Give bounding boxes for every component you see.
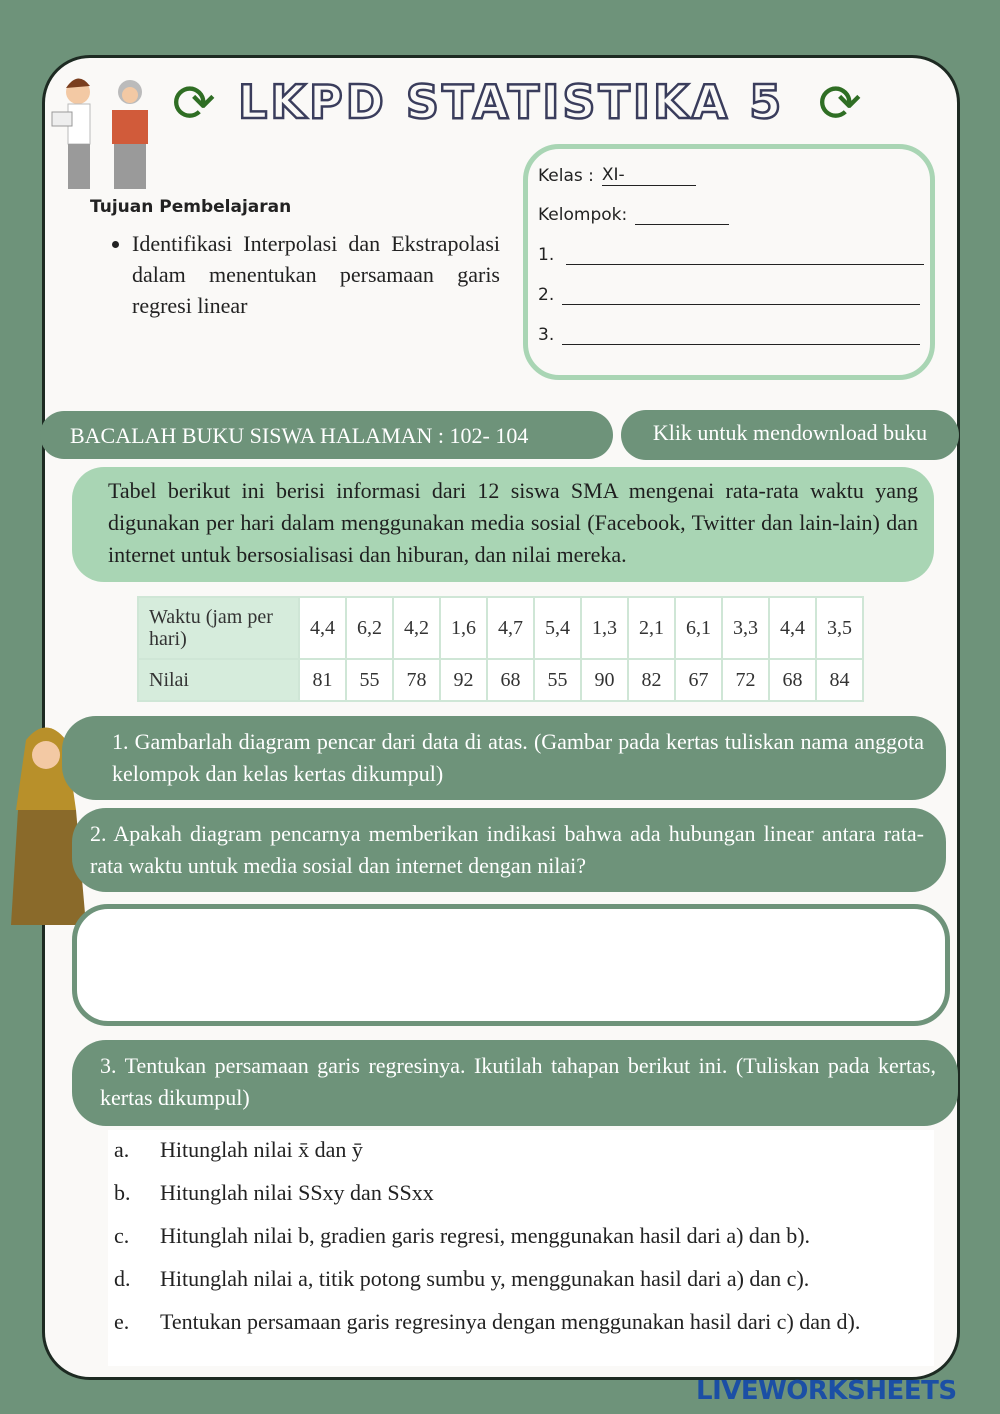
step-item: [108, 1264, 934, 1294]
table-cell: 72: [722, 659, 769, 701]
students-illustration: [50, 70, 165, 195]
table-cell: 4,4: [299, 597, 346, 659]
table-cell: 6,1: [675, 597, 722, 659]
question-3: 3. Tentukan persamaan garis regresinya. Ikutilah tahapan berikut ini. (Tuliskan pada kertas, kertas dikumpul): [72, 1040, 958, 1126]
objective-item: • Identifikasi Interpolasi dan Ekstrapolasi dalam menentukan persamaan garis regresi linear: [132, 228, 500, 321]
step-item: [108, 1178, 934, 1208]
objective-list: [112, 228, 500, 321]
table-cell: 1,6: [440, 597, 487, 659]
table-row: [138, 597, 863, 659]
question-2-answer-field[interactable]: [72, 904, 950, 1026]
member-field[interactable]: [566, 247, 924, 265]
table-cell: 4,2: [393, 597, 440, 659]
member-label: 1.: [538, 245, 555, 265]
table-cell: 68: [769, 659, 816, 701]
identity-box: [523, 144, 935, 380]
step-item: [108, 1307, 934, 1337]
step-text: Hitunglah nilai x̄ dan ȳ: [160, 1137, 363, 1162]
step-label: c.: [114, 1223, 130, 1248]
kelompok-label: Kelompok:: [538, 205, 628, 225]
step-item: [108, 1135, 934, 1165]
steps-list: [108, 1130, 934, 1366]
intro-text: Tabel berikut ini berisi informasi dari 12 siswa SMA mengenai rata-rata waktu yang digunakan per hari dalam menggunakan media sosial (Facebook, Twitter dan lain-lain) dan internet untuk bersosialisasi dan hiburan, dan nilai mereka.: [72, 467, 934, 582]
table-cell: 82: [628, 659, 675, 701]
table-cell: 84: [816, 659, 863, 701]
table-cell: 92: [440, 659, 487, 701]
row-header: Waktu (jam per hari): [138, 597, 299, 659]
step-text: Tentukan persamaan garis regresinya dengan menggunakan hasil dari c) dan d).: [160, 1309, 861, 1334]
table-cell: 6,2: [346, 597, 393, 659]
member-label: 3.: [538, 325, 555, 345]
table-cell: 55: [346, 659, 393, 701]
table-cell: 78: [393, 659, 440, 701]
row-header: Nilai: [138, 659, 299, 701]
liveworksheets-logo: LIVEWORKSHEETS: [696, 1376, 957, 1406]
table-cell: 81: [299, 659, 346, 701]
question-1: 1. Gambarlah diagram pencar dari data di atas. (Gambar pada kertas tuliskan nama anggota kelompok dan kelas kertas dikumpul): [62, 716, 946, 800]
kelas-label: Kelas :: [538, 166, 594, 186]
table-cell: 90: [581, 659, 628, 701]
member-label: 2.: [538, 285, 555, 305]
step-text: Hitunglah nilai b, gradien garis regresi, menggunakan hasil dari a) dan b).: [160, 1223, 811, 1248]
read-book-banner: BACALAH BUKU SISWA HALAMAN : 102- 104: [40, 411, 613, 459]
table-cell: 3,3: [722, 597, 769, 659]
table-cell: 4,7: [487, 597, 534, 659]
page-title: LKPD STATISTIKA 5: [238, 75, 785, 129]
table-cell: 4,4: [769, 597, 816, 659]
member-field[interactable]: [562, 327, 920, 345]
refresh-cycle-icon: ⟳: [818, 74, 862, 134]
kelompok-field[interactable]: [635, 207, 729, 225]
table-cell: 68: [487, 659, 534, 701]
refresh-cycle-icon: ⟳: [172, 74, 216, 134]
step-label: a.: [114, 1137, 130, 1162]
member-field[interactable]: [562, 287, 920, 305]
question-2: 2. Apakah diagram pencarnya memberikan indikasi bahwa ada hubungan linear antara rata-rata waktu untuk media sosial dan internet dengan nilai?: [72, 808, 946, 892]
objective-heading: Tujuan Pembelajaran: [90, 197, 292, 217]
step-item: [108, 1221, 934, 1251]
step-label: b.: [114, 1180, 131, 1205]
table-cell: 3,5: [816, 597, 863, 659]
table-cell: 55: [534, 659, 581, 701]
table-cell: 2,1: [628, 597, 675, 659]
step-label: d.: [114, 1266, 131, 1291]
step-text: Hitunglah nilai a, titik potong sumbu y, menggunakan hasil dari a) dan c).: [160, 1266, 810, 1291]
data-table: [137, 596, 864, 702]
table-cell: 67: [675, 659, 722, 701]
step-label: e.: [114, 1309, 130, 1334]
kelas-field[interactable]: XI-: [602, 165, 696, 186]
table-cell: 5,4: [534, 597, 581, 659]
download-book-button[interactable]: Klik untuk mendownload buku: [621, 410, 959, 460]
step-text: Hitunglah nilai SSxy dan SSxx: [160, 1180, 434, 1205]
table-row: [138, 659, 863, 701]
table-cell: 1,3: [581, 597, 628, 659]
